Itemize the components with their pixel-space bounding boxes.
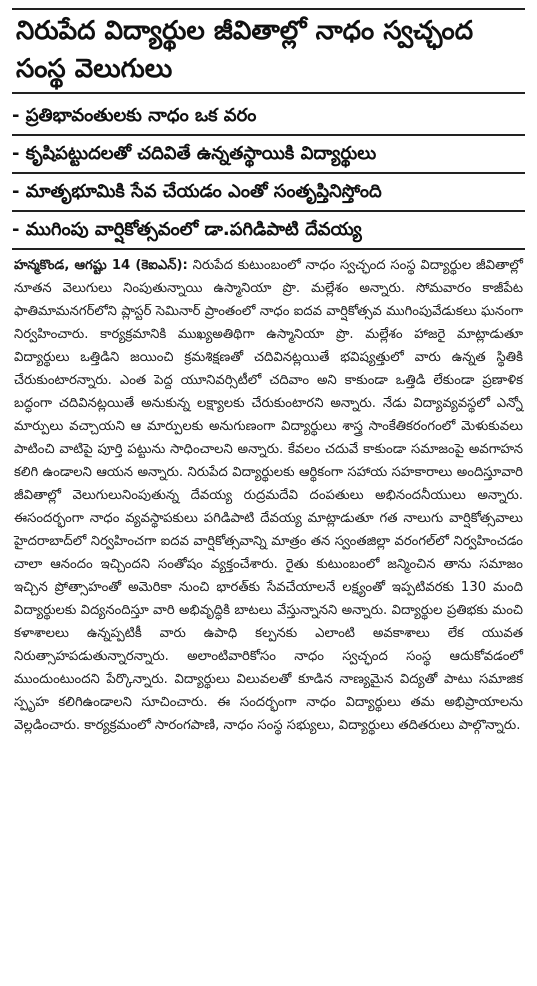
- article-text: నిరుపేద కుటుంబంలో నాధం స్వచ్ఛంద సంస్థ విద్యార్థుల జీవితాల్లో నూతన వెలుగులు నింపుతున్నాయి ఉస్మానియా ప్రొ. మల్లేశం అన్నారు. సోమవారం కాజీపేట ఫాతిమామనగర్‌లోని ప్లాస్టర్ సెమినార్ ప్రాంతంలో నాధం ఐదవ వార్షికోత్సవ ముగింపువేడుకలు ఘనంగా నిర్వహించారు. కార్యక్రమానికి ముఖ్యఅతిథిగా ఉస్మానియా ప్రొ. మల్లేశం హాజరై మాట్లాడుతూ విద్యార్థులు ఒత్తిడిని జయించి క్రమశిక్షణతో చదివినట్లయితే భవిష్యత్తులో వారు ఉన్నత స్థితికి చేరుకుంటారన్నారు. ఎంత పెద్ద యూనివర్సిటీలో చదివాం అని కాకుండా ఒత్తిడి లేకుండా ప్రణాళిక బద్ధంగా చదివినట్లయితే అనుకున్న లక్ష్యాలకు చేరుకుంటారని అన్నారు. నేడు విద్యావ్యవస్థలో ఎన్నో మార్పులు వచ్చాయని ఆ మార్పులకు అనుగుణంగా విద్యార్థులు శాస్త్ర సాంకేతికరంగంలో మెళుకువలు పాటించి వాటిపై పూర్తి పట్టును సాధించాలని అన్నారు. కేవలం చదువే కాకుండా సమాజంపై అవగాహన కలిగి ఉండాలని ఆయన అన్నారు. నిరుపేద విద్యార్థులకు ఆర్థికంగా సహాయ సహకారాలు అందిస్తూవారి జీవితాల్లో వెలుగులునింపుతున్న దేవయ్య రుద్రమదేవి దంపతులు అభినందనీయులు అన్నారు. ఈసందర్భంగా నాధం వ్యవస్థాపకులు పగిడిపాటి దేవయ్య మాట్లాడుతూ గత నాలుగు వార్షికోత్సవాలు హైదరాబాద్‌లో నిర్వహించగా ఐదవ వార్షికోత్సవాన్ని మాత్రం తన స్వంతజిల్లా వరంగల్‌లో నిర్వహించడం చాలా ఆనందం ఇచ్చిందని సంతోషం వ్యక్తంచేశారు. రైతు కుటుంబంలో జన్మించిన తాను సమాజం ఇచ్చిన ప్రోత్సాహంతో అమెరికా నుంచి భారత్‌కు సేవచేయాలనే లక్ష్యంతో ఇప్పటివరకు 130 మంది విద్యార్థులకు విద్యనందిస్తూ వారి అభివృద్ధికి బాటలు వేస్తున్నానని అన్నారు. విద్యార్థుల ప్రతిభకు మంచి కళాశాలలు ఉన్నప్పటికీ వారు ఉపాధి కల్పనకు ఎలాంటి అవకాశాలు లేక యువత నిరుత్సాహపడుతున్నారన్నారు. అలాంటివారికోసం నాధం స్వచ్ఛంద సంస్థ ఆదుకోవడంలో ముందుంటుందని పేర్కొన్నారు. విద్యార్థులు విలువలతో కూడిన నాణ్యమైన విద్యతో పాటు సమాజిక స్పృహ కలిగిఉండాలని సూచించారు. ఈ సందర్భంగా నాధం విద్యార్థులు తమ అభిప్రాయాలను వెల్లడించారు. కార్యక్రమంలో సారంగపాణి, నాధం సంస్థ సభ్యులు, విద్యార్థులు తదితరులు పాల్గొన్నారు.: [14, 258, 524, 733]
- subhead-3: - మాతృభూమికి సేవ చేయడం ఎంతో సంతృప్తినిస్తోంది: [12, 174, 525, 212]
- dateline: హన్మకొండ, ఆగష్టు 14 (కెఐఎన్):: [14, 258, 188, 273]
- subhead-1: - ప్రతిభావంతులకు నాధం ఒక వరం: [12, 98, 525, 136]
- headline: నిరుపేద విద్యార్థుల జీవితాల్లో నాధం స్వచ్ఛంద సంస్థ వెలుగులు: [16, 16, 474, 84]
- subhead-4: - ముగింపు వార్షికోత్సవంలో డా.పగిడిపాటి దేవయ్య: [12, 212, 525, 250]
- article-body: [12, 250, 525, 737]
- headline-box: [12, 8, 525, 94]
- subhead-2: - కృషిపట్టుదలతో చదివితే ఉన్నతస్థాయికి విద్యార్థులు: [12, 136, 525, 174]
